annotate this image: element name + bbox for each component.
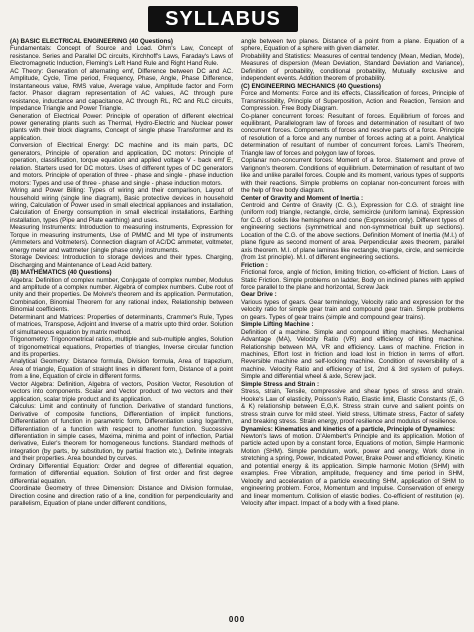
syllabus-paragraph: Definition of a machine. Simple and compound lifting machines. Mechanical Advantage (MA), Velocity Ratio (VR) and efficiency of lifting machine. Relationship between MA, VR and efficiency. Laws of machine. Friction in machines, Effort lost in friction and load lost in friction in terms of effort. Reversible machine and self-locking machine. Condition of reversibility of a machine. Velocity Ratio and efficiency of 1st, 2nd & 3rd system of pulleys. Simple and differential wheel & axle, Screw jack. [241, 328, 464, 381]
section-heading: Gear Drive : [241, 291, 277, 299]
footer-mark: 000 [228, 615, 246, 624]
syllabus-paragraph: Storage Devices: Introduction to storage devices and their types. Charging, Discharging and Maintenance of Lead Acid battery. [10, 254, 233, 269]
syllabus-paragraph: Determinant and Matrices: Properties of determinants, Crammer's Rule, Types of matrices, Transpose, Adjoint and Inverse of a matrix upto third order. Solution of simultaneous equation by matrix method. [10, 313, 233, 336]
section-heading: Friction : [241, 261, 268, 269]
section-heading: (B) MATHEMATICS (40 Questions) [10, 269, 112, 277]
page-title: SYLLABUS [165, 7, 281, 30]
syllabus-paragraph: Wiring and Power Billing: Types of wiring and their comparison, Layout of household wiring (single line diagram), Basic protective devices in household wiring, Calculation of Power used in small electrical appliances and installation, Calculation of Energy consumption in small electrical installations, Earthing installation, types (Pipe and Plate earthing) and uses. [10, 187, 233, 224]
syllabus-paragraph: Measuring Instruments: Introduction to measuring instruments, Expression for Torque in measuring instruments, Use of PMMC and MI type of instruments (Ammeters and Voltmeters). Connection diagram of AC/DC ammeter, voltmeter, energy meter and wattmeter (single phase only) instruments. [10, 224, 233, 254]
syllabus-paragraph: Vector Algebra: Definition, Algebra of vectors, Position Vector, Resolution of vectors into components. Scalar and Vector product of two vectors and their application, scalar triple product and its application. [10, 380, 233, 403]
section-heading: Simple Lifting Machine : [241, 321, 314, 329]
left-column [10, 38, 233, 608]
syllabus-paragraph: Force and Moments: Force and its effects, Classification of forces, Principle of Transmissibility, Principle of Superposition, Action and Reaction, Tension and Compression. Free Body Diagram. [241, 90, 464, 113]
section-heading: Dynamics: Kinematics and kinetics of a particle, Principle of Dynamics: [241, 425, 455, 433]
syllabus-paragraph: Calculus: Limit and continuity of function. Derivative of standard functions, Derivative of composite functions, Differentiation of implicit functions, Differentiation of function in parametric form, Differentiation using logarithm, Differentiation of a function with respect to another function. Successive differentiation in simple cases, Maxima, minima and point of inflection, Partial derivative, Euler's theorem for homogeneous functions. Standard methods of integration (by parts, by substitution, by partial fraction etc.), Definite integrals and their properties. Area bounded by curves. [10, 403, 233, 463]
section-heading: Simple Stress and Strain : [241, 380, 320, 388]
syllabus-paragraph: Coplanar non-concurrent forces: Moment of a force. Statement and prove of Varignon's theorem. Conditions of equilibrium. Determination of resultant of two like and unlike parallel forces. Couple and its moment, various types of supports with their reactions. Simple problems on coplanar non-concurrent forces with the help of free body diagram. [241, 157, 464, 195]
syllabus-paragraph: Algebra: Definition of complex number, Conjugate of complex number, Modulus and amplitude of a complex number. Algebra of complex numbers. Cube root of unity and their properties. De Moivre's theorem and its application. Permutation, Combination, Binomial Theorem for any rational index, Relationship between Binomial coefficients. [10, 276, 233, 314]
syllabus-title-banner [148, 6, 298, 32]
syllabus-paragraph: Ordinary Differential Equation: Order and degree of differential equation, formation of differential equation. Solution of first order and first degree differential equation. [10, 462, 233, 485]
syllabus-paragraph: Fundamentals: Concept of Source and Load. Ohm's Law, Concept of resistance. Series and Parallel DC circuits, Kirchhoff's Laws, Faraday's Laws of Electromagnetic Induction, Fleming's Left Hand Rule and Right Hand Rule. [10, 45, 233, 68]
right-column [241, 38, 464, 608]
syllabus-paragraph: Coordinate Geometry of three Dimension: Distance and Division formulae, Direction cosine and direction ratio of a line, condition for perpendicularity and parallelism, Equation of plane under different conditions, [10, 485, 233, 508]
section-heading: Center of Gravity and Moment of Inertia : [241, 194, 364, 202]
syllabus-paragraph: Co-planer concurrent forces: Resultant of forces. Equilibrium of forces and equilibrant, Parallelogram law of forces and determination of resultant of two concurrent forces. Components of forces and resolve parts of a force. Principle of resolution of a force and any number of forces acting at a point. Analytical determination of resultant of number of concurrent forces. Lami's Theorem, Triangle law of forces and polygon law of forces. [241, 112, 464, 157]
page-footer [0, 615, 474, 624]
syllabus-paragraph: AC Theory: Generation of alternating emf, Difference between DC and AC. Amplitude, Cycle, Time period, Frequency, Phase, Angle, Phase Difference, Instantaneous value, RMS value, Average value, Amplitude factor and Form factor. Phasor diagram representation of AC values, AC through pure resistance, inductance and capacitance, AC through RL, RC and RLC circuits, Impedance Triangle and Power Triangle. [10, 67, 233, 113]
syllabus-columns [10, 38, 464, 608]
syllabus-paragraph: Analytical Geometry: Distance formula, Division formula, Area of trapezium, Area of triangle, Equation of straight lines in different form, Distance of a point from a line, Equation of circle in different forms. [10, 358, 233, 381]
syllabus-paragraph: Trigonometry: Trigonometrical ratios, multiple and sub-multiple angles, Solution of trigonometrical equations, Properties of triangles, Inverse circular function and its properties. [10, 336, 233, 359]
syllabus-paragraph: Various types of gears. Gear terminology, Velocity ratio and expression for the velocity ratio for simple gear train and compound gear train. Simple problems on gears. Types of gear trains (simple and compound gear trains). [241, 298, 464, 321]
syllabus-paragraph: Newton's laws of motion. D'Alembert's Principle and its application. Motion of particle acted upon by a constant force, Equations of motion, Simple Harmonic Motion (SHM). Simple pendulum, work, power and energy, Work done in stretching a spring, Power, Indicated Power, Brake Power and efficiency. Kinetic and potential energy & its application. Simple harmonic Motion (SHM) with examples. Free Vibration, amplitude, frequency and time period in SHM, Velocity and acceleration of a particle executing SHM, application of SHM to engineering problem. Force, Momentum and Impulse. Conservation of energy and linear momentum. Collision of elastic bodies. Co-efficient of restitution (e). Velocity after impact. Impact of a body with a fixed plane. [241, 433, 464, 508]
section-heading: (C) ENGINEERING MECHANICS (40 Questions) [241, 82, 381, 90]
syllabus-paragraph: Probability and Statistics: Measures of central tendency (Mean, Median, Mode), Measures of dispersion (Mean Deviation, Standard Deviation and Variance), Definition of probability, conditional probability, Mutually exclusive and independent events. Addition theorem of probability. [241, 52, 464, 83]
syllabus-paragraph: Stress, strain, Tensile, compressive and shear types of stress and strain. Hooke's Law of elasticity, Poisson's Ratio, Elastic limit, Elastic Constants (E, G & K) relationship between E,G,K. Stress strain curve and salient points on stress strain curve for mild steel. Yield stress, Ultimate stress, Factor of safety and breaking stress. Strain energy, proof resilience and modulus of resilience. [241, 388, 464, 426]
syllabus-paragraph: Generation of Electrical Power: Principle of operation of different electrical power generating plants such as Thermal, Hydro-Electric and Nuclear power plants with their block diagrams, Concept of single phase Transformer and its application. [10, 112, 233, 142]
section-heading: (A) BASIC ELECTRICAL ENGINEERING (40 Questions) [10, 38, 173, 45]
syllabus-paragraph: Frictional force, angle of friction, limiting friction, co-efficient of friction. Laws of Static Friction. Simple problems on ladder, Body on inclined planes with applied force parallel to the plane and horizontal, Screw Jack [241, 269, 464, 291]
syllabus-paragraph: Conversion of Electrical Energy: DC machine and its main parts, DC generators, Principle of operation and application, DC motors: Principle of operation, classification, torque equation and applied voltage V - back emf E, relation. Starters used for DC motors. Uses of different types of DC generators and motors. Principle of operation of three - phase and single - phase induction motors: Types and use of three - phase and single - phase induction motors. [10, 142, 233, 187]
syllabus-paragraph: Centroid and Centre of Gravity (C. G.), Expression for C.G. of straight line (uniform rod) triangle, rectangle, circle, semicircle (uniform lamina). Expression for C.G. of solids like hemisphere and cone (Expression only). Different types of engineering sections (symmetrical and non-symmetrical built up sections). Location of the C.G. of the above sections. Definition Moment of Inertia (M.I.) of plane figure as second moment of area. Perpendicular axes theorem, parallel axis theorem. M.I. of plane laminas like rectangle, triangle, circle, and semicircle (from 1st principle). M.I. of different engineering sections. [241, 201, 464, 262]
syllabus-paragraph: angle between two planes. Distance of a point from a plane. Equation of a sphere, Equation of a sphere with given diameter. [241, 38, 464, 53]
